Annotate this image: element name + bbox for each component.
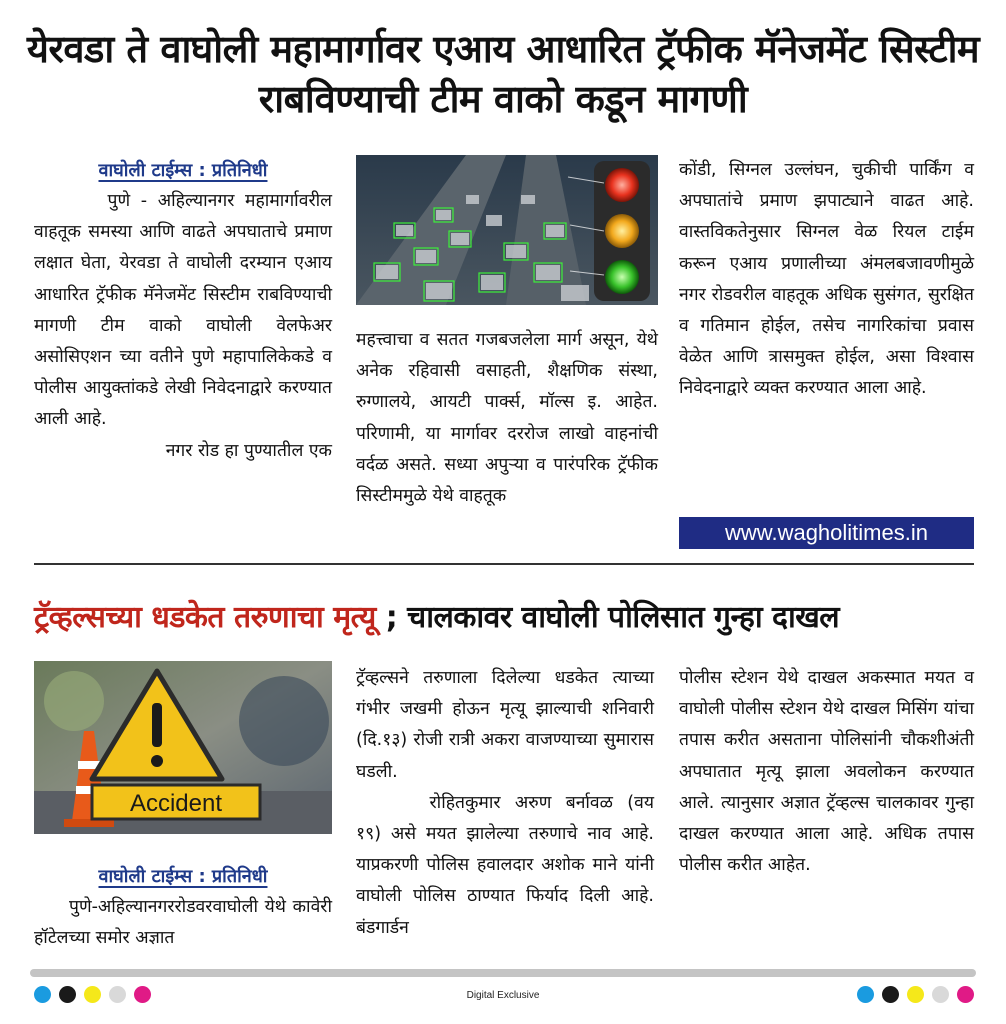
story2-column-3 [679,663,974,881]
headline-story2-dark: चालकावर वाघोली पोलिसात गुन्हा दाखल [407,600,840,635]
story1-paragraph-tail: नगर रोड हा पुण्यातील एक [165,440,332,461]
registration-dot [907,986,924,1003]
registration-dot [932,986,949,1003]
story2-paragraph-col1: पुणे-अहिल्यानगररोडवरवाघोली येथे कावेरी हॉटेलच्या समोर अज्ञात [34,897,332,949]
story2-paragraph-col3: पोलीस स्टेशन येथे दाखल अकस्मात मयत व वाघोली पोलीस स्टेशन येथे दाखल मिसिंग यांचा तपास करीत असताना पोलिसांनी चौकशीअंती अपघातात मृत्यू झाला अवलोकन करण्यात आले. त्यानुसार अज्ञात ट्रॅव्हल्स चालकावर गुन्हा दाखल करण्यात आला आहे. अधिक तपास पोलीस करीत आहेत. [679,668,974,876]
story1-column-1 [34,156,332,467]
headline-story2-red: ट्रॅव्हल्सच्या धडकेत तरुणाचा मृत्यू [34,600,376,635]
story1-paragraph-col2: महत्त्वाचा व सतत गजबजलेला मार्ग असून, येथे अनेक रहिवासी वसाहती, शैक्षणिक संस्था, रुग्णालये, आयटी पार्क्स, मॉल्स इ. आहेत. परिणामी, या मार्गावर दररोज लाखो वाहनांची वर्दळ असते. सध्या अपुऱ्या व पारंपरिक ट्रॅफीक सिस्टीममुळे येथे वाहतूक [356,330,658,507]
story2-column-1 [34,862,332,954]
traffic-signal-ai-photo-icon [356,155,658,305]
traffic-signal-photo [356,155,658,305]
registration-dot [882,986,899,1003]
story1-paragraph-col3: कोंडी, सिग्नल उल्लंघन, चुकीची पार्किंग व अपघातांचे प्रमाण झपाट्याने वाढत आहे. वास्तविकतेनुसार सिग्नल वेळ रियल टाईम करून एआय प्रणालीच्या अंमलबजावणीमुळे नगर रोडवरील वाहतूक अधिक सुसंगत, सुरक्षित व गतिमान होईल, तसेच नागरिकांचा प्रवास वेळेत आणि त्रासमुक्त होईल, असा विश्वास निवेदनाद्वारे व्यक्त करण्यात आला आहे. [679,160,974,399]
story2-paragraph-col2a: ट्रॅव्हल्सने तरुणाला दिलेल्या धडकेत त्याच्या गंभीर जखमी होऊन मृत्यू झाल्याची शनिवारी (दि.१३) रोजी रात्री अकरा वाजण्याच्या सुमारास घडली. [356,668,654,782]
headline-story1: येरवडा ते वाघोली महामार्गावर एआय आधारित ट्रॅफीक मॅनेजमेंट सिस्टीम राबविण्याची टीम वाको कडून मागणी [26,27,980,121]
story2-paragraph-col2b: रोहितकुमार अरुण बर्नावळ (वय १९) असे मयत झालेल्या तरुणाचे नाव आहे. याप्रकरणी पोलिस हवालदार अशोक माने यांनी वाघोली पोलिस ठाण्यात फिर्याद दिली आहे. बंडगार्डन [356,792,654,938]
registration-dot [857,986,874,1003]
story1-column-2 [356,325,658,512]
website-link-banner[interactable]: www.wagholitimes.in [679,517,974,549]
byline-story2: वाघोली टाईम्स : प्रतिनिधी [98,866,268,887]
accident-sign-label: Accident [129,790,223,817]
color-registration-marks-right [857,986,974,1003]
byline: वाघोली टाईम्स : प्रतिनिधी [98,160,268,181]
story1-column-3 [679,155,974,405]
headline-story2-separator: ; [375,600,408,635]
registration-dot [957,986,974,1003]
story2-column-2 [356,663,654,944]
section-divider [34,563,974,565]
footer-label: Digital Exclusive [466,990,540,1001]
accident-photo [34,661,332,834]
headline-story2 [34,596,984,640]
story1-paragraph-lead: पुणे - अहिल्यानगर महामार्गावरील वाहतूक समस्या आणि वाढते अपघाताचे प्रमाण लक्षात घेता, येरवडा ते वाघोली दरम्यान एआय आधारित ट्रॅफीक मॅनेजमेंट सिस्टीम राबविण्याची मागणी टीम वाको वाघोली वेलफेअर असोसिएशन च्या वतीने पुणे महापालिकेकडे व पोलीस आयुक्तांकडे लेखी निवेदनाद्वारे करण्यात आली आहे. [34,191,332,430]
footer-bar [30,969,976,977]
accident-warning-icon [34,661,332,834]
